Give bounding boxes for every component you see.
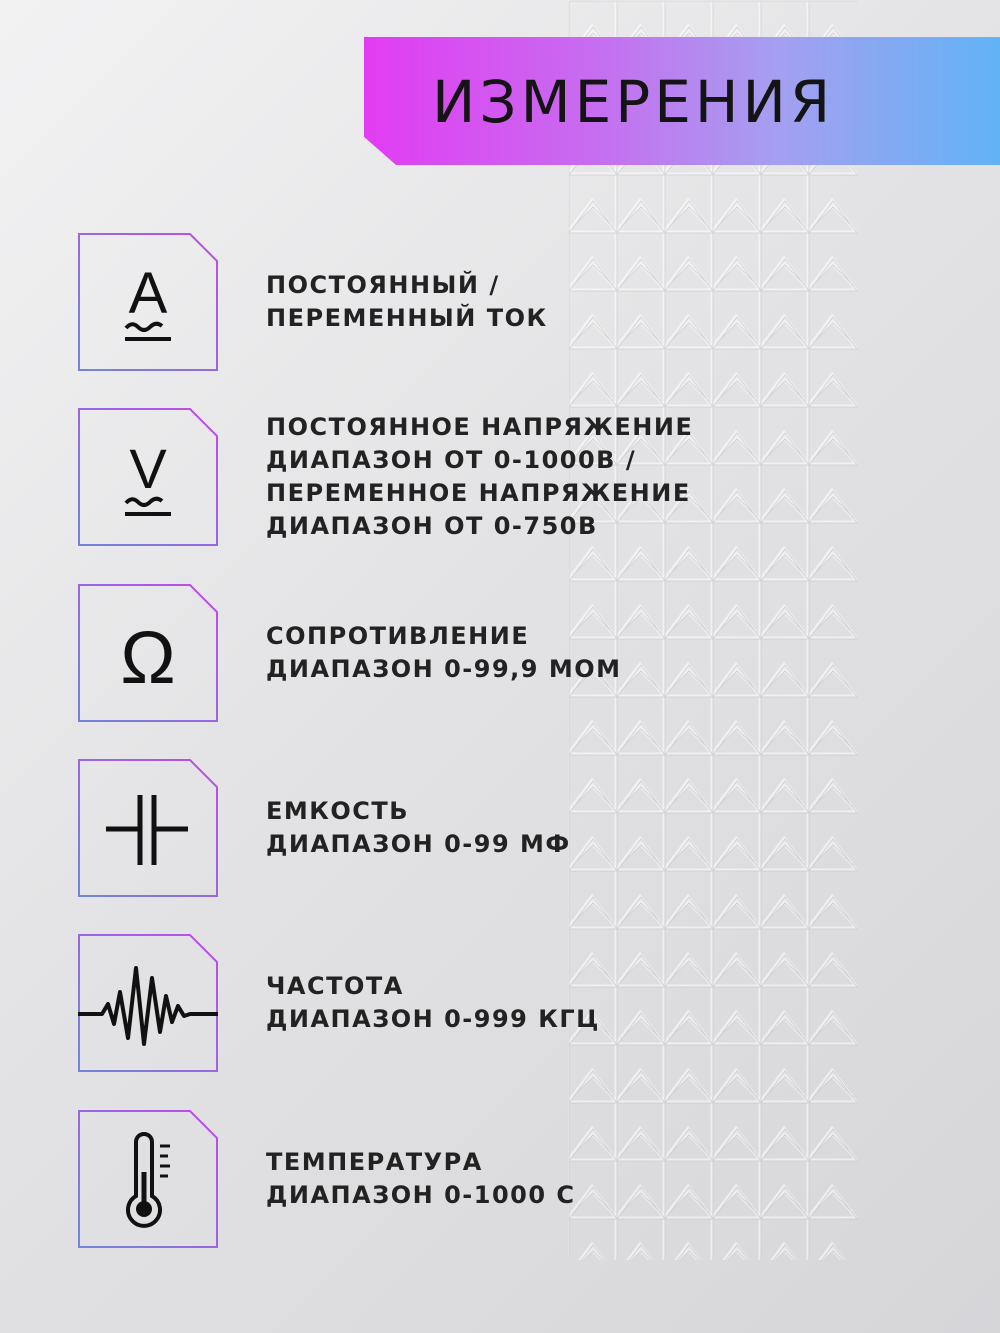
capacitor-icon: [78, 759, 218, 897]
item-description: ПОСТОЯННОЕ НАПРЯЖЕНИЕ ДИАПАЗОН ОТ 0-1000В / ПЕРЕМЕННОЕ НАПРЯЖЕНИЕ ДИАПАЗОН ОТ 0-750В: [266, 413, 694, 540]
ohm-icon: [78, 584, 218, 722]
thermometer-icon: [78, 1110, 218, 1248]
item-description: СОПРОТИВЛЕНИЕ ДИАПАЗОН 0-99,9 МОМ: [266, 622, 622, 683]
voltmeter-ac-dc-icon: [78, 408, 218, 546]
list-item-voltage: [78, 408, 978, 548]
item-description: ПОСТОЯННЫЙ / ПЕРЕМЕННЫЙ ТОК: [266, 271, 548, 332]
list-item-resistance: [78, 584, 978, 724]
svg-text:Ω: Ω: [120, 616, 176, 699]
svg-text:V: V: [129, 437, 167, 500]
ammeter-ac-dc-icon: [78, 233, 218, 371]
item-description: ЕМКОСТЬ ДИАПАЗОН 0-99 МФ: [266, 797, 571, 858]
item-description: ТЕМПЕРАТУРА ДИАПАЗОН 0-1000 С: [266, 1148, 576, 1209]
list-item-current: [78, 233, 978, 373]
page-title: ИЗМЕРЕНИЯ: [432, 68, 835, 136]
list-item-frequency: [78, 934, 978, 1074]
frequency-wave-icon: [78, 934, 218, 1072]
list-item-capacitance: [78, 759, 978, 899]
svg-text:A: A: [128, 261, 168, 326]
list-item-temperature: [78, 1110, 978, 1250]
item-description: ЧАСТОТА ДИАПАЗОН 0-999 КГЦ: [266, 972, 600, 1033]
